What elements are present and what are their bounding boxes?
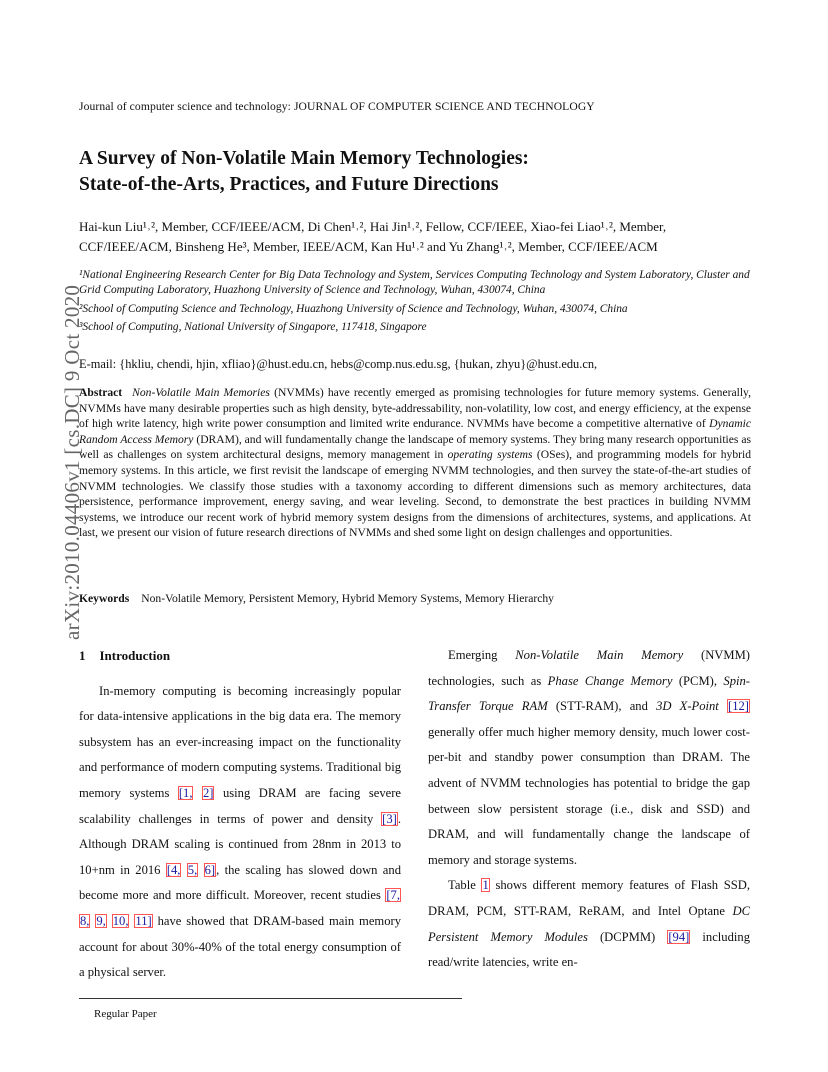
right-italic-2: Phase Change Memory [547,673,673,688]
keywords [79,592,554,605]
right-text-10: including read/write latencies, write en- [428,929,750,970]
left-column [79,643,401,986]
abstract-italic-3: operating systems [447,448,533,462]
title-line-2: State-of-the-Arts, Practices, and Future Directions [79,174,499,195]
abstract-label: Abstract [79,386,123,399]
affiliations [79,268,754,335]
affiliation-3: ³School of Computing, National University of Singapore, 117418, Singapore [79,320,427,333]
section-heading [79,643,401,669]
right-text-9: (DCPMM) [587,929,668,944]
keywords-text: Non-Volatile Memory, Persistent Memory, Hybrid Memory Systems, Memory Hierarchy [141,592,554,605]
right-text-6: generally offer much higher memory density, much lower cost-per-bit and standby power consumption than DRAM. The advent of NVMM technologies has potential to bridge the gap between slow persistent storage (i.e., disk and SSD) and DRAM, and will fundamentally change the landscape of memory and storage systems. [428,724,750,867]
affiliation-1: ¹National Engineering Research Center for Big Data Technology and System, Services Computing Technology and System Laboratory, Cluster and Grid Computing Laboratory, Huazhong University of Science and Technology, Wuhan, 430074, China [79,269,750,297]
right-italic-5: DC Persistent Memory Modules [428,903,750,944]
title-line-1: A Survey of Non-Volatile Main Memory Technologies: [79,148,529,169]
paper-title [79,146,779,198]
intro-paragraph [79,679,401,986]
intro-text-2: using DRAM are facing severe scalability challenges in terms of power and density [79,785,402,826]
citation-link[interactable]: [3] [382,811,397,826]
right-text-7: Table [448,878,482,893]
arxiv-stamp: arXiv:2010.04406v1 [cs.DC] 9 Oct 2020 [60,284,84,640]
authors-line-2: CCF/IEEE/ACM, Binsheng He³, Member, IEEE/ACM, Kan Hu¹˒² and Yu Zhang¹˒², Member, CCF/IEEE/ACM [79,239,658,254]
affiliation-2: ²School of Computing Science and Technology, Huazhong University of Science and Technology, Wuhan, 430074, China [79,302,628,315]
author-list [79,217,759,257]
intro-text-4: , the scaling has slowed down and become more and more difficult. Moreover, recent studies [79,862,401,903]
abstract [79,385,751,541]
citation-link[interactable]: 6] [204,862,216,877]
nvmm-paragraph [428,643,750,873]
section-number: 1 [79,648,86,663]
citation-link[interactable]: 10, [112,913,129,928]
citation-link[interactable]: 11] [135,913,152,928]
right-column [428,643,750,976]
right-italic-3: Spin-Transfer Torque RAM [428,673,750,714]
right-text-8: shows different memory features of Flash SSD, DRAM, PCM, STT-RAM, ReRAM, and Intel Optane [428,878,750,918]
citation-link[interactable]: [1, [178,785,193,800]
table-paragraph [428,873,750,975]
abstract-text-1: (NVMMs) have recently emerged as promising technologies for future memory systems. Generally, NVMMs have many desirable properties such as high density, byte-addressability, non-volatility, low cost, and energy efficiency, at the expense of high write latency, high write power consumption and limited write endurance. NVMMs have become a competitive alternative of [79,386,751,431]
abstract-text-3: (OSes), and programming models for hybrid memory systems. In this article, we first revisit the landscape of emerging NVMM technologies, and then survey the state-of-the-art studies of NVMM technologies. We classify those studies with a taxonomy according to different dimensions such as memory architectures, data persistence, performance improvement, energy saving, and wear leveling. Second, to demonstrate the best practices in building NVMM systems, we introduce our recent work of hybrid memory system designs from the dimensions of architectures, systems, and applications. At last, we present our vision of future research directions of NVMMs and shed some light on design challenges and opportunities. [79,448,752,540]
abstract-italic-2: Dynamic Random Access Memory [79,417,751,446]
right-text-2: (NVMM) technologies, such as [428,648,750,688]
journal-header: Journal of computer science and technology: JOURNAL OF COMPUTER SCIENCE AND TECHNOLOGY [79,100,595,113]
keywords-label: Keywords [79,592,130,605]
right-italic-1: Non-Volatile Main Memory [515,648,684,662]
citation-link[interactable]: 5, [187,862,198,877]
abstract-italic-1: Non-Volatile Main Memories [132,386,270,399]
right-text-5 [719,699,727,713]
footnote-rule [79,998,462,999]
section-title: Introduction [99,648,171,663]
intro-text-1: In-memory computing is becoming increasingly popular for data-intensive applications in the big data era. The memory subsystem has an ever-increasing impact on the functionality and performance of modern computing systems. Traditional big memory systems [79,683,401,800]
footnote: Regular Paper [94,1008,157,1020]
authors-line-1: Hai-kun Liu¹˒², Member, CCF/IEEE/ACM, Di Chen¹˒², Hai Jin¹˒², Fellow, CCF/IEEE, Xiao-fei Liao¹˒², Member, [79,219,667,234]
table-ref-link[interactable]: 1 [482,878,489,893]
citation-link[interactable]: [7, [386,888,400,903]
right-text-1: Emerging [448,648,516,662]
right-italic-4: 3D X-Point [656,699,719,714]
email-line: E-mail: {hkliu, chendi, hjin, xfliao}@hust.edu.cn, hebs@comp.nus.edu.sg, {hukan, zhyu}@hust.edu.cn, [79,357,598,371]
right-text-3: (PCM), [672,673,724,688]
citation-link[interactable]: [4, [166,862,181,877]
citation-link[interactable]: 9, [96,913,106,928]
citation-link[interactable]: [94] [668,929,690,944]
citation-link[interactable]: 8, [80,913,90,928]
citation-link[interactable]: [12] [728,699,749,714]
right-text-4: (STT-RAM), and [547,699,657,714]
citation-link[interactable]: 2] [202,785,214,800]
abstract-text-2: (DRAM), and will fundamentally change the landscape of memory systems. They bring many research opportunities as well as challenges on system architectural designs, memory management in [79,432,751,462]
intro-text-3: . Although DRAM scaling is continued from 28nm in 2013 to 10+nm in 2016 [79,811,401,877]
intro-text-5: have showed that DRAM-based main memory account for about 30%-40% of the total energy consumption of a physical server. [79,913,402,980]
